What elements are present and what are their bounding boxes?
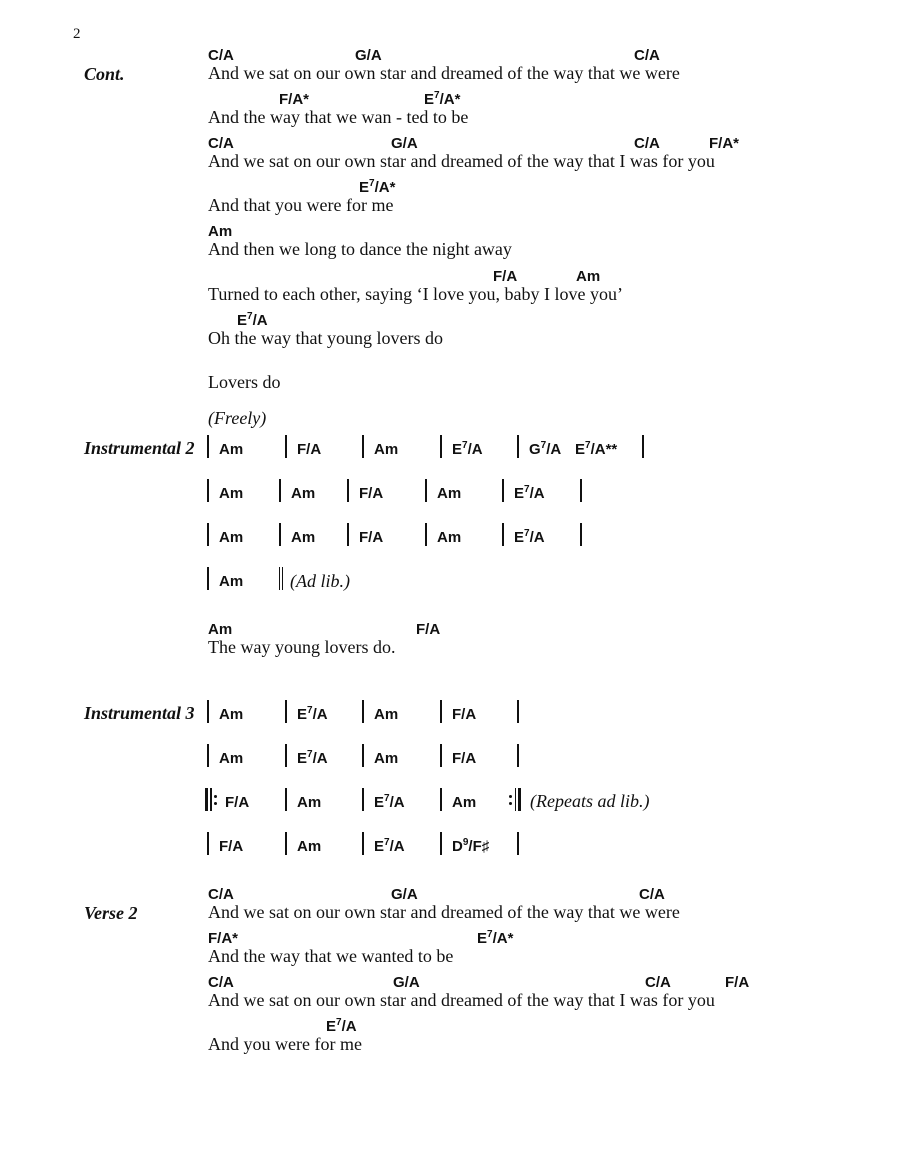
lyric-line: And we sat on our own star and dreamed of the way that I was for you xyxy=(208,151,715,171)
chord: Am xyxy=(291,529,316,546)
performance-direction: (Ad lib.) xyxy=(290,571,350,591)
chord: Am xyxy=(219,529,244,546)
chord: Am xyxy=(208,621,233,638)
chord: C/A xyxy=(634,47,660,64)
barline xyxy=(440,435,442,458)
chord: C/A xyxy=(208,886,234,903)
barline xyxy=(362,744,364,767)
lyric-line: And we sat on our own star and dreamed of the way that I was for you xyxy=(208,990,715,1010)
chord: G/A xyxy=(393,974,420,991)
barline xyxy=(425,523,427,546)
chord: $E^7/A$ xyxy=(514,484,545,502)
chord: $E^7/A*$ xyxy=(424,90,461,108)
chord: F/A xyxy=(219,838,244,855)
chord: C/A xyxy=(634,135,660,152)
chord: Am xyxy=(374,441,399,458)
barline xyxy=(207,523,209,546)
chord: Am xyxy=(208,223,233,240)
barline xyxy=(517,744,519,767)
section-label-instrumental-3: Instrumental 3 xyxy=(84,703,195,723)
chord: Am xyxy=(219,750,244,767)
barline xyxy=(347,523,349,546)
chord: $E^7/A$ xyxy=(237,311,268,329)
chord: Am xyxy=(219,573,244,590)
lyric-line: And then we long to dance the night away xyxy=(208,239,512,259)
chord: Am xyxy=(437,529,462,546)
barline xyxy=(440,744,442,767)
barline xyxy=(502,479,504,502)
barline xyxy=(285,700,287,723)
barline xyxy=(362,435,364,458)
chord: Am xyxy=(297,794,322,811)
lyric-line: And the way that we wanted to be xyxy=(208,946,454,966)
performance-direction: (Freely) xyxy=(208,408,267,428)
chord: F/A xyxy=(725,974,750,991)
lyric-line: Lovers do xyxy=(208,372,281,392)
barline xyxy=(285,832,287,855)
chord: F/A xyxy=(359,485,384,502)
chord: $E^7/A*$ xyxy=(477,929,514,947)
barline xyxy=(347,479,349,502)
chord: $E^7/A$ xyxy=(452,440,483,458)
barline xyxy=(517,435,519,458)
lyric-line: And that you were for me xyxy=(208,195,394,215)
chord: $E^7/A$ xyxy=(326,1017,357,1035)
chord: Am xyxy=(452,794,477,811)
chord: F/A xyxy=(297,441,322,458)
repeat-end-sign xyxy=(507,788,521,811)
chord: Am xyxy=(219,441,244,458)
page-number: 2 xyxy=(73,26,81,42)
barline xyxy=(502,523,504,546)
barline xyxy=(580,479,582,502)
barline xyxy=(425,479,427,502)
barline xyxy=(440,832,442,855)
barline xyxy=(207,744,209,767)
repeat-start-sign xyxy=(205,788,219,811)
chord: F/A* xyxy=(279,91,309,108)
chord: $E^7/A**$ xyxy=(575,440,618,458)
chord: $E^7/A$ xyxy=(374,837,405,855)
barline xyxy=(207,435,209,458)
double-barline xyxy=(279,567,283,590)
barline xyxy=(207,567,209,590)
barline xyxy=(207,832,209,855)
chord: $G^7/A$ xyxy=(529,440,562,458)
chord: Am xyxy=(374,706,399,723)
chord: $E^7/A$ xyxy=(374,793,405,811)
chord: C/A xyxy=(208,974,234,991)
chord: Am xyxy=(576,268,601,285)
chord: C/A xyxy=(645,974,671,991)
chord: F/A xyxy=(225,794,250,811)
chord: F/A xyxy=(452,706,477,723)
barline xyxy=(642,435,644,458)
barline xyxy=(279,523,281,546)
barline xyxy=(279,479,281,502)
chord: $E^7/A*$ xyxy=(359,178,396,196)
chord: Am xyxy=(291,485,316,502)
lyric-line: And we sat on our own star and dreamed of the way that we were xyxy=(208,63,680,83)
chord: F/A xyxy=(416,621,441,638)
performance-direction: (Repeats ad lib.) xyxy=(530,791,650,811)
chord: Am xyxy=(437,485,462,502)
barline xyxy=(517,832,519,855)
section-label-cont: Cont. xyxy=(84,64,125,84)
chord: $D^9/F♯$ xyxy=(452,837,490,855)
lyric-line: And the way that we wan - ted to be xyxy=(208,107,469,127)
chord: F/A xyxy=(493,268,518,285)
barline xyxy=(285,435,287,458)
chord: Am xyxy=(219,706,244,723)
chord: C/A xyxy=(639,886,665,903)
chord: Am xyxy=(219,485,244,502)
chord: G/A xyxy=(391,886,418,903)
lyric-line: Oh the way that young lovers do xyxy=(208,328,443,348)
barline xyxy=(362,700,364,723)
barline xyxy=(362,832,364,855)
chord: $E^7/A$ xyxy=(514,528,545,546)
chord: C/A xyxy=(208,47,234,64)
chord: F/A* xyxy=(208,930,238,947)
section-label-instrumental-2: Instrumental 2 xyxy=(84,438,195,458)
chord: $E^7/A$ xyxy=(297,749,328,767)
chord: $E^7/A$ xyxy=(297,705,328,723)
chord: F/A xyxy=(452,750,477,767)
barline xyxy=(517,700,519,723)
barline xyxy=(207,479,209,502)
barline xyxy=(440,788,442,811)
chord: F/A* xyxy=(709,135,739,152)
barline xyxy=(207,700,209,723)
section-label-verse-2: Verse 2 xyxy=(84,903,138,923)
chord: Am xyxy=(374,750,399,767)
lyric-line: Turned to each other, saying ‘I love you, baby I love you’ xyxy=(208,284,624,304)
barline xyxy=(440,700,442,723)
barline xyxy=(285,744,287,767)
chord: C/A xyxy=(208,135,234,152)
lyric-line: And we sat on our own star and dreamed of the way that we were xyxy=(208,902,680,922)
lyric-line: And you were for me xyxy=(208,1034,362,1054)
barline xyxy=(362,788,364,811)
chord: G/A xyxy=(391,135,418,152)
barline xyxy=(580,523,582,546)
barline xyxy=(285,788,287,811)
chord: G/A xyxy=(355,47,382,64)
chord: F/A xyxy=(359,529,384,546)
chord: Am xyxy=(297,838,322,855)
lyric-line: The way young lovers do. xyxy=(208,637,396,657)
